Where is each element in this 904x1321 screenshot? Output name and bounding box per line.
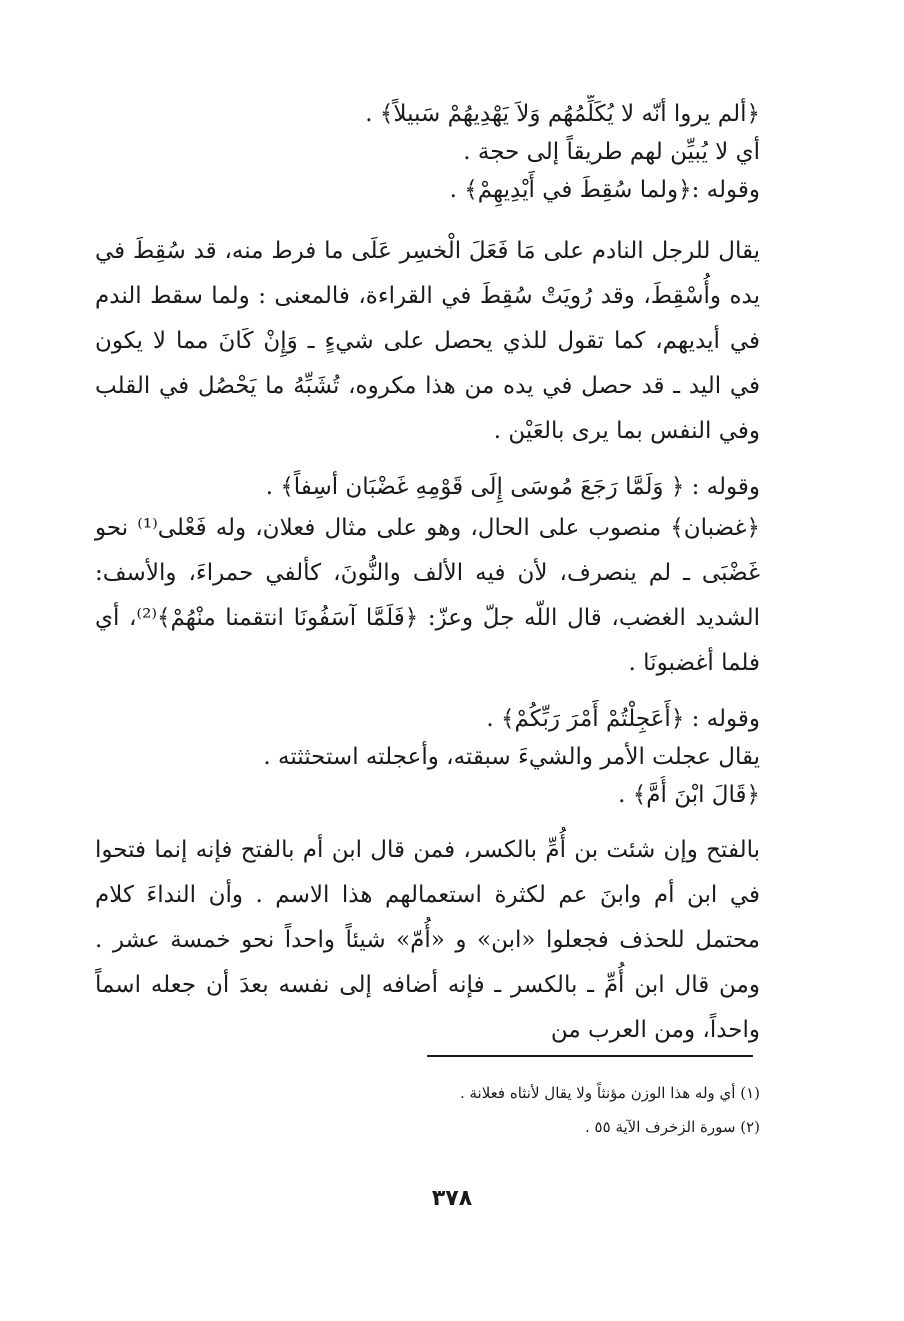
text-line: يقال عجلت الأمر والشيءَ سبقته، وأعجلته استحثثته . xyxy=(263,744,760,770)
footnotes xyxy=(95,1076,760,1144)
paragraph-ghadban: ﴿غضبان﴾ منصوب على الحال، وهو على مثال فعلان، وله فَعْلى⁽¹⁾ نحو غَضْبَى ـ لم ينصرف، لأن فيه الألف والنُّونَ، كألفي حمراءَ، والأسف: الشديد الغضب، قال اللّه جلّ وعزّ: ﴿فَلَمَّا آسَفُونَا انتقمنا منْهُمْ﴾⁽²⁾، أي فلما أغضبونَا . xyxy=(95,515,761,676)
paragraph-tafsir-suqita: يقال للرجل النادم على مَا فَعَلَ الْخسِر عَلَى ما فرط منه، قد سُقِطَ في يده وأُسْقِطَ، وقد رُويَتْ سُقِطَ في القراءة، فالمعنى : ولما سقط الندم في أيديهم، كما تقول للذي يحصل على شيءٍ ـ وَإِنْ كَانَ مما لا يكون في اليد ـ قد حصل في يده من هذا مكروه، تُشَبِّهُ ما يَحْصُل في القلب وفي النفس بما يرى بالعَيْن . xyxy=(95,238,760,444)
text-line: ﴿ألم يروا أنّه لا يُكَلِّمُهُم وَلاَ يَهْدِيهُمْ سَبيلاً﴾ . xyxy=(365,101,760,127)
footnote-divider xyxy=(427,1055,753,1057)
text-line: وقوله : ﴿ وَلَمَّا رَجَعَ مُوسَى إِلَى قَوْمِهِ غَضْبَان أسِفاً﴾ . xyxy=(265,474,760,500)
main-text xyxy=(95,95,760,1053)
text-line: أي لا يُبيِّن لهم طريقاً إلى حجة . xyxy=(463,139,760,165)
paragraph-ibn-umm: بالفتح وإن شئت بن أُمِّ بالكسر، فمن قال ابن أم بالفتح فإنه إنما فتحوا في ابن أم وابنَ عم لكثرة استعمالهم هذا الاسم . وأن النداءَ كلام محتمل للحذف فجعلوا «ابن» و «أُمّ» شيئاً واحداً نحو خمسة عشر . ومن قال ابن أُمِّ ـ بالكسر ـ فإنه أضافه إلى نفسه بعدَ أن جعله اسماً واحداً، ومن العرب من xyxy=(95,837,760,1043)
page-number: ٣٧٨ xyxy=(431,1186,473,1211)
text-line: وقوله : ﴿أَعَجِلْتُمْ أَمْرَ رَبِّكُمْ﴾ . xyxy=(486,706,760,732)
text-line: وقوله :﴿ولما سُقِطَ في أَيْدِيهِمْ﴾ . xyxy=(449,177,760,203)
footnote-2: (٢) سورة الزخرف الآية ٥٥ . xyxy=(585,1118,760,1136)
text-line: ﴿قَالَ ابْنَ أُمَّ﴾ . xyxy=(618,782,760,808)
footnote-1: (١) أي وله هذا الوزن مؤنثاً ولا يقال لأنثاه فعلانة . xyxy=(459,1084,760,1102)
